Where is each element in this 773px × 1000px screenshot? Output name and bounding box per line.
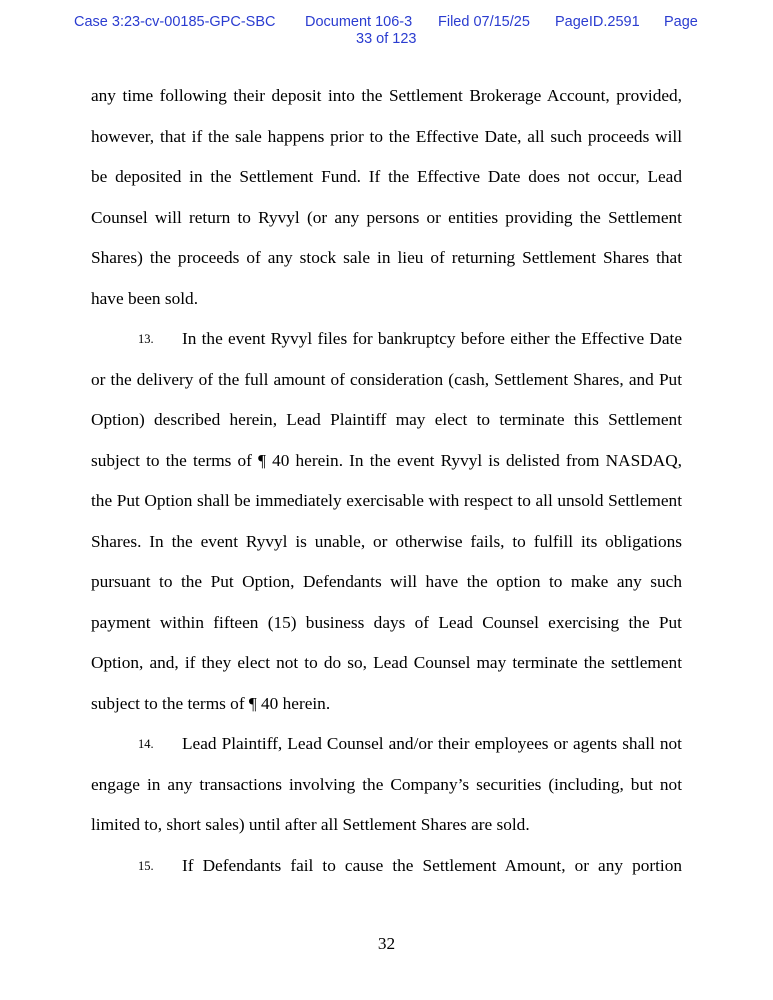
text-line: subject to the terms of ¶ 40 herein. — [91, 693, 331, 713]
page-id: PageID.2591 — [555, 14, 640, 30]
text-line: or the delivery of the full amount of consideration (cash, Settlement Shares, and Put — [91, 369, 682, 389]
page-number: 32 — [377, 934, 396, 953]
text-line: Option) described herein, Lead Plaintiff may elect to terminate this Settlement — [91, 410, 682, 429]
text-line: limited to, short sales) until after all Settlement Shares are sold. — [91, 815, 530, 834]
text-line: pursuant to the Put Option, Defendants will have the option to make any such — [91, 572, 682, 591]
text-line: Shares. In the event Ryvyl is unable, or otherwise fails, to fulfill its obligations — [91, 531, 682, 551]
text-line: any time following their deposit into the Settlement Brokerage Account, provided, — [91, 86, 682, 105]
document-number: Document 106-3 — [305, 14, 413, 30]
text-line: engage in any transactions involving the Company’s securities (including, but not — [91, 774, 682, 794]
page-label: Page — [664, 14, 698, 30]
page-of-total: 33 of 123 — [356, 31, 417, 47]
text-line: have been sold. — [91, 288, 199, 308]
text-line: Counsel will return to Ryvyl (or any persons or entities providing the Settlement — [91, 207, 682, 227]
paragraph-number: 15. — [138, 858, 154, 873]
paragraph-number: 13. — [138, 332, 154, 346]
text-line: subject to the terms of ¶ 40 herein. In the event Ryvyl is delisted from NASDAQ, — [91, 450, 682, 470]
text-line: the Put Option shall be immediately exercisable with respect to all unsold Settlement — [91, 491, 682, 510]
paragraph-15-first-line — [138, 855, 682, 878]
paragraph-number: 14. — [138, 737, 154, 751]
paragraph-14-first-line — [138, 734, 682, 756]
case-number: Case 3:23-cv-00185-GPC-SBC — [74, 14, 276, 30]
text-line: Option, and, if they elect not to do so, Lead Counsel may terminate the settlement — [91, 653, 682, 672]
paragraph-13-first-line — [138, 329, 682, 351]
text-line: Lead Plaintiff, Lead Counsel and/or their employees or agents shall not — [182, 734, 682, 753]
text-line: If Defendants fail to cause the Settlement Amount, or any portion — [182, 855, 682, 875]
text-line: Shares) the proceeds of any stock sale in lieu of returning Settlement Shares that — [91, 248, 682, 267]
filed-date: Filed 07/15/25 — [438, 14, 530, 30]
text-line: be deposited in the Settlement Fund. If the Effective Date does not occur, Lead — [91, 167, 682, 186]
text-line: however, that if the sale happens prior to the Effective Date, all such proceeds will — [91, 126, 682, 146]
text-line: payment within fifteen (15) business days of Lead Counsel exercising the Put — [91, 612, 682, 632]
text-line: In the event Ryvyl files for bankruptcy before either the Effective Date — [182, 329, 682, 348]
